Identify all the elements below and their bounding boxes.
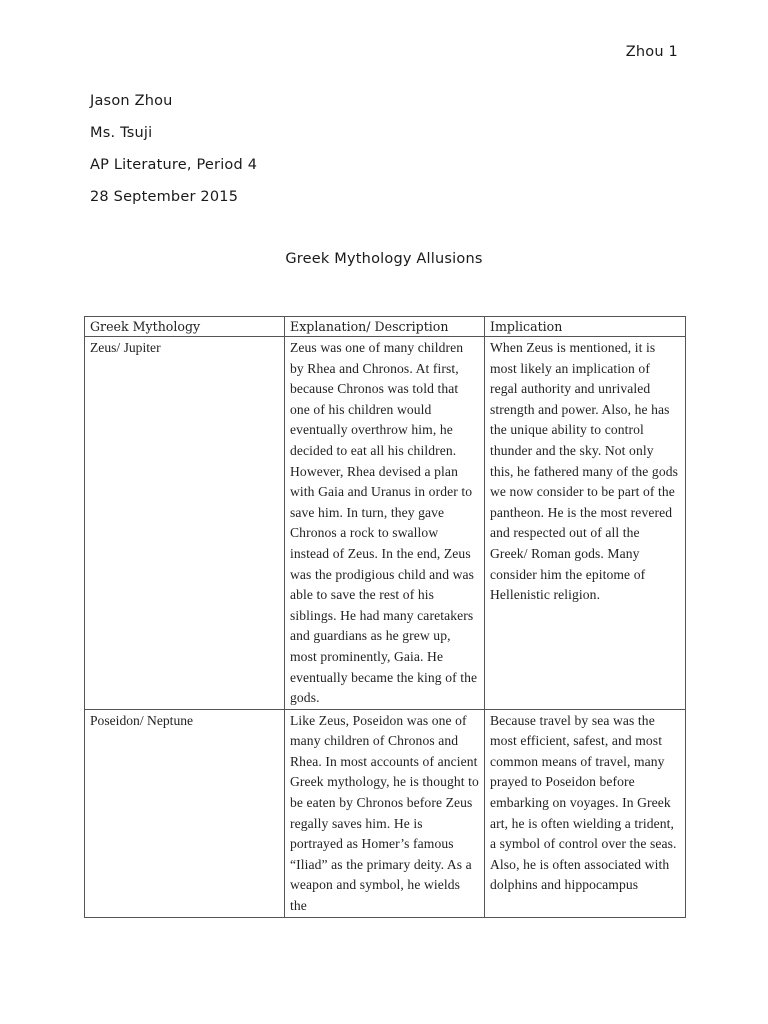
mythology-name-cell: Poseidon/ Neptune [85,709,285,917]
page-number-header: Zhou 1 [625,44,678,60]
mythology-name-cell: Zeus/ Jupiter [85,337,285,710]
column-header-greek-mythology: Greek Mythology [85,317,285,337]
description-cell: Like Zeus, Poseidon was one of many children of Chronos and Rhea. In most accounts of ancient Greek mythology, he is thought to be eaten by Chronos before Zeus regally saves him. He is portrayed as Homer’s famous “Iliad” as the primary deity. As a weapon and symbol, he wields the [285,709,485,917]
implication-cell: Because travel by sea was the most efficient, safest, and most common means of travel, many prayed to Poseidon before embarking on voyages. In Greek art, he is often wielding a trident, a symbol of control over the seas. Also, he is often associated with dolphins and hippocampus [485,709,686,917]
document-title: Greek Mythology Allusions [285,251,483,267]
table-header-row [85,317,686,337]
column-header-implication: Implication [485,317,686,337]
table-row [85,337,686,710]
student-name: Jason Zhou [90,93,173,109]
allusions-table [84,316,686,918]
course-name: AP Literature, Period 4 [90,157,258,173]
document-date: 28 September 2015 [90,189,239,205]
teacher-name: Ms. Tsuji [90,125,153,141]
implication-cell: When Zeus is mentioned, it is most likely an implication of regal authority and unrivaled strength and power. Also, he has the unique ability to control thunder and the sky. Not only this, he fathered many of the gods we now consider to be part of the pantheon. He is the most revered and respected out of all the Greek/ Roman gods. Many consider him the epitome of Hellenistic religion. [485,337,686,710]
description-cell: Zeus was one of many children by Rhea and Chronos. At first, because Chronos was told that one of his children would eventually overthrow him, he decided to eat all his children. However, Rhea devised a plan with Gaia and Uranus in order to save him. In turn, they gave Chronos a rock to swallow instead of Zeus. In the end, Zeus was the prodigious child and was able to save the rest of his siblings. He had many caretakers and guardians as he grew up, most prominently, Gaia. He eventually became the king of the gods. [285,337,485,710]
table-row [85,709,686,917]
column-header-explanation: Explanation/ Description [285,317,485,337]
